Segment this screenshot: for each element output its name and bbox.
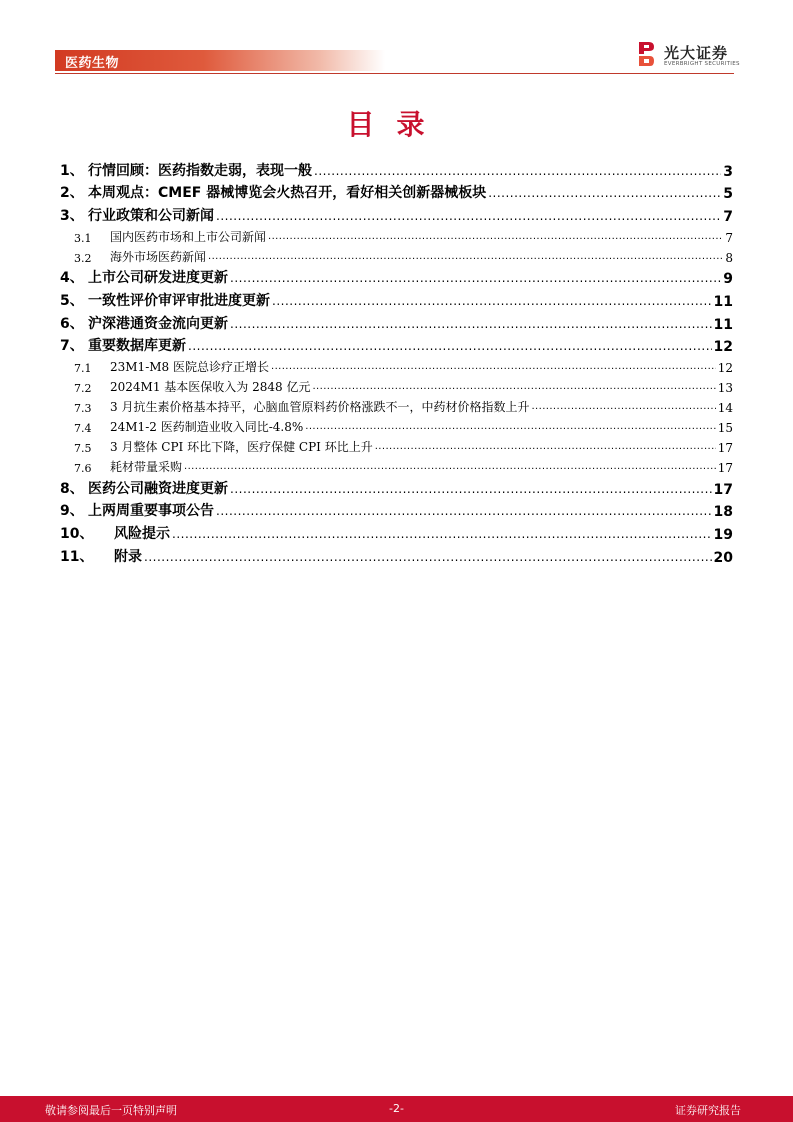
- footer-report-type: 证券研究报告: [675, 1104, 741, 1117]
- toc-number: 5、: [60, 292, 84, 309]
- toc-number: 8、: [60, 480, 84, 497]
- toc-entry[interactable]: [60, 287, 733, 310]
- footer-disclaimer: 敬请参阅最后一页特别声明: [45, 1104, 177, 1117]
- toc-text: 24M1-2 医药制造业收入同比-4.8%: [110, 420, 304, 435]
- toc-leader-dots: [314, 162, 721, 180]
- toc-text: 医药公司融资进度更新: [88, 480, 228, 497]
- toc-text: 3 月抗生素价格基本持平，心脑血管原料药价格涨跌不一，中药材价格指数上升: [110, 400, 530, 415]
- toc-leader-dots: [208, 249, 723, 265]
- toc-page-number: 14: [717, 401, 733, 416]
- toc-text: 行业政策和公司新闻: [88, 207, 214, 224]
- toc-number: 7、: [60, 338, 84, 355]
- section-label: 医药生物: [65, 56, 120, 71]
- toc-page-number: 7: [723, 208, 733, 225]
- toc-leader-dots: [184, 459, 716, 475]
- toc-text: 上市公司研发进度更新: [88, 270, 228, 287]
- toc-subentry[interactable]: [60, 225, 733, 245]
- toc-text: 行情回顾：医药指数走弱，表现一般: [88, 162, 312, 179]
- toc-entry[interactable]: [60, 265, 733, 288]
- toc-number: 11、: [60, 548, 94, 565]
- toc-number: 7.3: [74, 402, 92, 416]
- toc-leader-dots: [531, 399, 715, 415]
- toc-page-number: 11: [713, 316, 733, 333]
- section-band: [55, 50, 385, 71]
- toc-number: 10、: [60, 525, 94, 542]
- logo-text-cn: 光大证券: [664, 44, 729, 62]
- toc-entry[interactable]: [60, 498, 733, 521]
- toc-number: 3.1: [74, 231, 92, 245]
- toc-page-number: 17: [713, 481, 733, 498]
- toc-leader-dots: [230, 480, 712, 498]
- toc-text: 3 月整体 CPI 环比下降，医疗保健 CPI 环比上升: [110, 440, 373, 455]
- toc-entry[interactable]: [60, 475, 733, 498]
- toc-entry[interactable]: [60, 333, 733, 356]
- toc-text: 本周观点：CMEF 器械博览会火热召开，看好相关创新器械板块: [88, 185, 487, 202]
- toc-text: 重要数据库更新: [88, 338, 186, 355]
- toc-text: 海外市场医药新闻: [110, 249, 207, 264]
- toc-page-number: 17: [717, 461, 733, 476]
- table-of-contents: [60, 157, 733, 566]
- toc-page-number: 13: [717, 381, 733, 396]
- toc-text: 耗材带量采购: [110, 460, 183, 475]
- toc-number: 3.2: [74, 251, 92, 265]
- toc-leader-dots: [230, 269, 721, 287]
- page-footer: [0, 1096, 793, 1122]
- toc-page-number: 20: [713, 549, 733, 566]
- toc-page-number: 18: [713, 504, 733, 521]
- toc-leader-dots: [488, 184, 721, 202]
- header-rule: [55, 73, 734, 74]
- toc-leader-dots: [230, 315, 712, 333]
- toc-subentry[interactable]: [60, 455, 733, 475]
- toc-leader-dots: [272, 292, 712, 310]
- toc-text: 国内医药市场和上市公司新闻: [110, 229, 267, 244]
- toc-entry[interactable]: [60, 180, 733, 203]
- toc-number: 9、: [60, 503, 84, 520]
- page-number: -2-: [389, 1102, 404, 1115]
- toc-entry[interactable]: [60, 543, 733, 566]
- toc-text: 沪深港通资金流向更新: [88, 315, 228, 332]
- toc-number: 7.2: [74, 382, 92, 396]
- toc-text: 上两周重要事项公告: [88, 503, 214, 520]
- toc-page-number: 3: [723, 163, 733, 180]
- toc-page-number: 17: [717, 441, 733, 456]
- toc-text: 23M1-M8 医院总诊疗正增长: [110, 360, 269, 375]
- toc-leader-dots: [271, 359, 716, 375]
- toc-page-number: 15: [717, 421, 733, 436]
- toc-page-number: 19: [713, 526, 733, 543]
- toc-leader-dots: [172, 525, 712, 543]
- toc-leader-dots: [268, 229, 723, 245]
- toc-number: 4、: [60, 270, 84, 287]
- toc-page-number: 8: [725, 250, 733, 265]
- toc-leader-dots: [188, 337, 712, 355]
- toc-number: 7.4: [74, 422, 92, 436]
- logo-text-en: EVERBRIGHT SECURITIES: [664, 61, 740, 67]
- toc-leader-dots: [305, 419, 715, 435]
- toc-page-number: 12: [717, 361, 733, 376]
- toc-page-number: 12: [713, 339, 733, 356]
- toc-entry[interactable]: [60, 520, 733, 543]
- toc-page-number: 11: [713, 293, 733, 310]
- toc-leader-dots: [216, 207, 721, 225]
- toc-leader-dots: [216, 502, 712, 520]
- toc-number: 2、: [60, 185, 84, 202]
- toc-leader-dots: [144, 548, 712, 566]
- toc-subentry[interactable]: [60, 435, 733, 455]
- everbright-logo-icon: [636, 40, 656, 68]
- toc-number: 6、: [60, 315, 84, 332]
- toc-entry[interactable]: [60, 157, 733, 180]
- toc-entry[interactable]: [60, 310, 733, 333]
- toc-number: 7.5: [74, 442, 92, 456]
- toc-text: 附录: [114, 548, 142, 565]
- toc-text: 风险提示: [114, 525, 170, 542]
- toc-page-number: 9: [723, 271, 733, 288]
- toc-number: 7.1: [74, 362, 92, 376]
- brand-logo: [636, 40, 740, 72]
- toc-subentry[interactable]: [60, 415, 733, 435]
- toc-subentry[interactable]: [60, 245, 733, 265]
- toc-subentry[interactable]: [60, 395, 733, 415]
- toc-number: 3、: [60, 207, 84, 224]
- toc-page-number: 7: [725, 230, 733, 245]
- toc-number: 1、: [60, 162, 84, 179]
- toc-leader-dots: [312, 379, 715, 395]
- toc-subentry[interactable]: [60, 375, 733, 395]
- toc-title: 目录: [346, 108, 447, 141]
- toc-number: 7.6: [74, 462, 92, 476]
- toc-page-number: 5: [723, 186, 733, 203]
- toc-subentry[interactable]: [60, 355, 733, 375]
- toc-entry[interactable]: [60, 202, 733, 225]
- toc-text: 2024M1 基本医保收入为 2848 亿元: [110, 380, 311, 395]
- toc-text: 一致性评价审评审批进度更新: [88, 292, 270, 309]
- toc-leader-dots: [375, 439, 716, 455]
